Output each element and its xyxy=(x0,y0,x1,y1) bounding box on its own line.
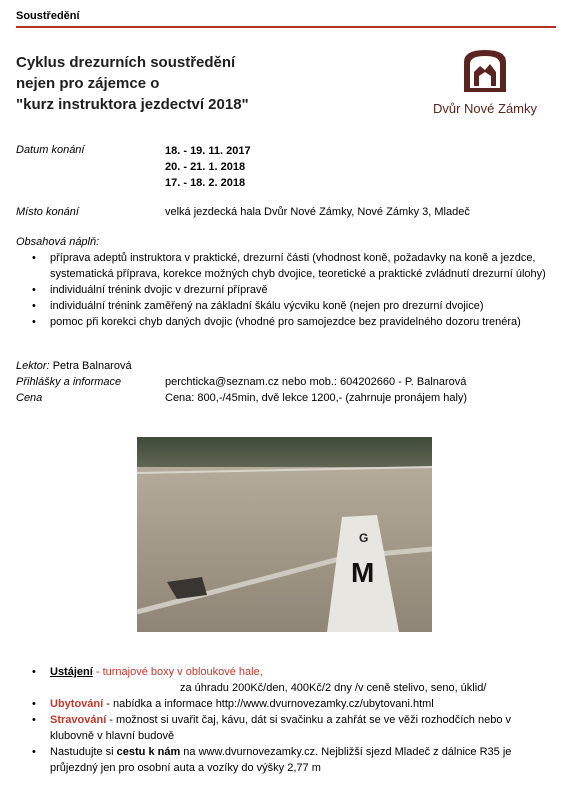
list-item: • individuální trénink zaměřený na základní škálu výcviku koně (nejen pro drezurní dvojice) xyxy=(16,298,546,314)
marker-letter-small: G xyxy=(359,531,369,545)
misto-label: Místo konání xyxy=(16,206,79,218)
list-item: • individuální trénink dvojic v drezurní přípravě xyxy=(16,282,546,298)
info-list xyxy=(16,664,554,776)
title-line-3: "kurz instruktora jezdectví 2018" xyxy=(16,96,249,113)
logo-icon xyxy=(460,48,510,94)
section-title: Soustředění xyxy=(16,10,80,22)
date-3: 17. - 18. 2. 2018 xyxy=(165,177,246,189)
ubytovani-label: Ubytování xyxy=(50,698,104,710)
list-item: • pomoc při korekci chyb daných dvojic (vhodné pro samojezdce bez pravidelného dozoru trenéra) xyxy=(16,314,546,330)
date-2: 20. - 21. 1. 2018 xyxy=(165,161,246,173)
misto-value: velká jezdecká hala Dvůr Nové Zámky, Nové Zámky 3, Mladeč xyxy=(165,206,470,218)
ubytovani-text: - nabídka a informace http://www.dvurnovezamky.cz/ubytovani.html xyxy=(103,698,434,710)
date-1: 18. - 19. 11. 2017 xyxy=(165,145,251,157)
stravovani-text: - možnost si uvařit čaj, kávu, dát si svačinku a zahřát se ve věži rozhodčích nebo v klubovně v hlavní budově xyxy=(50,714,511,742)
dates-list xyxy=(165,143,251,191)
ustajeni-text2: za úhradu 200Kč/den, 400Kč/2 dny /v ceně stelivo, seno, úklid/ xyxy=(180,682,487,694)
ustajeni-text: - turnajové boxy v obloukové hale, xyxy=(92,666,263,678)
lektor-row xyxy=(16,360,132,372)
prihlasky-label: Přihlášky a informace xyxy=(16,376,122,388)
list-item-nastudujte xyxy=(16,744,554,776)
page-title xyxy=(16,52,249,115)
stravovani-label: Stravování xyxy=(50,714,107,726)
lektor-label: Lektor: xyxy=(16,360,50,372)
obsah-label: Obsahová náplň: xyxy=(16,236,100,248)
cena-value: Cena: 800,-/45min, dvě lekce 1200,- (zahrnuje pronájem haly) xyxy=(165,392,468,404)
list-item-ustajeni xyxy=(16,664,554,696)
logo-text: Dvůr Nové Zámky xyxy=(432,101,538,116)
datum-label: Datum konání xyxy=(16,144,85,156)
nastudujte-pre: Nastudujte si xyxy=(50,746,117,758)
ustajeni-label: Ustájení xyxy=(50,666,93,678)
arena-photo xyxy=(137,437,432,632)
lektor-value: Petra Balnarová xyxy=(52,360,132,372)
list-item-stravovani xyxy=(16,712,554,744)
nastudujte-bold: cestu k nám xyxy=(116,746,181,758)
list-item: • příprava adeptů instruktora v praktické, drezurní části (vhodnost koně, požadavky na koně a jezdce, systematická příprava, korekce možných chyb dvojice, teoretické a praktické zvládnutí drezurní úlohy) xyxy=(16,250,546,282)
title-line-2: nejen pro zájemce o xyxy=(16,75,160,92)
prihlasky-value: perchticka@seznam.cz nebo mob.: 604202660 - P. Balnarová xyxy=(165,376,467,388)
marker-letter: M xyxy=(351,557,375,588)
header-rule xyxy=(16,26,556,28)
obsah-list xyxy=(16,250,546,330)
title-line-1: Cyklus drezurních soustředění xyxy=(16,54,236,71)
nastudujte-post: na www.dvurnovezamky.cz. Nejbližší sjezd Mladeč z dálnice R35 je průjezdný jen pro osobní auta a vozíky do výšky 2,77 m xyxy=(50,746,512,774)
cena-label: Cena xyxy=(16,392,43,404)
list-item-ubytovani xyxy=(16,696,554,712)
